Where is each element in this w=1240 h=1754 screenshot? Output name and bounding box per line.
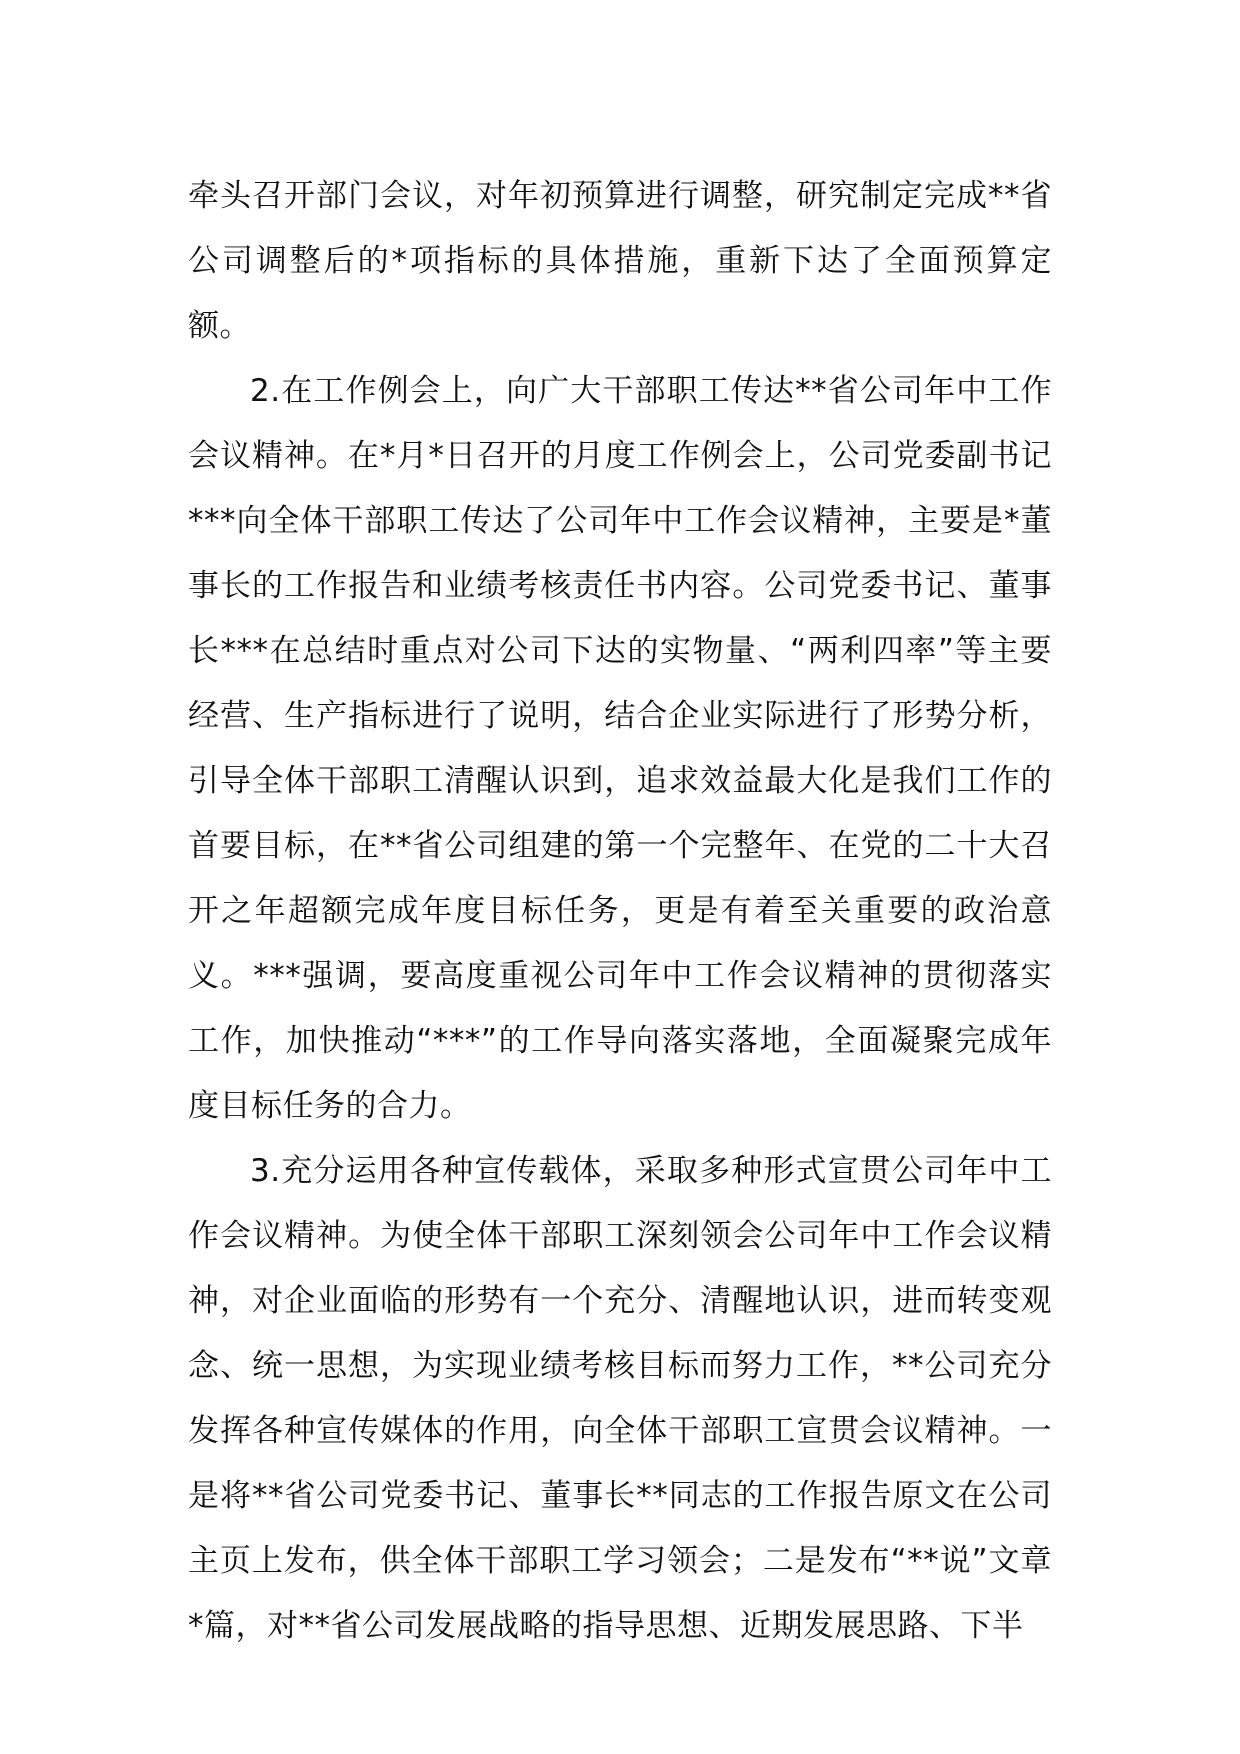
paragraph-work-meeting: 2.在工作例会上，向广大干部职工传达**省公司年中工作会议精神。在*月*日召开的月度工作例会上，公司党委副书记***向全体干部职工传达了公司年中工作会议精神，主要是*董事长的工作报告和业绩考核责任书内容。公司党委书记、董事长***在总结时重点对公司下达的实物量、“两利四率”等主要经营、生产指标进行了说明，结合企业实际进行了形势分析，引导全体干部职工清醒认识到，追求效益最大化是我们工作的首要目标，在**省公司组建的第一个完整年、在党的二十大召开之年超额完成年度目标任务，更是有着至关重要的政治意义。***强调，要高度重视公司年中工作会议精神的贯彻落实工作，加快推动“***”的工作导向落实落地，全面凝聚完成年度目标任务的合力。 [188,373,1052,1124]
document-body [188,164,1052,1659]
paragraph-publicity: 3.充分运用各种宣传载体，采取多种形式宣贯公司年中工作会议精神。为使全体干部职工深刻领会公司年中工作会议精神，对企业面临的形势有一个充分、清醒地认识，进而转变观念、统一思想，为实现业绩考核目标而努力工作，**公司充分发挥各种宣传媒体的作用，向全体干部职工宣贯会议精神。一是将**省公司党委书记、董事长**同志的工作报告原文在公司主页上发布，供全体干部职工学习领会；二是发布“**说”文章*篇，对**省公司发展战略的指导思想、近期发展思路、下半 [188,1153,1052,1644]
paragraph-budget-adjustment: 牵头召开部门会议，对年初预算进行调整，研究制定完成**省公司调整后的*项指标的具体措施，重新下达了全面预算定额。 [188,178,1052,344]
